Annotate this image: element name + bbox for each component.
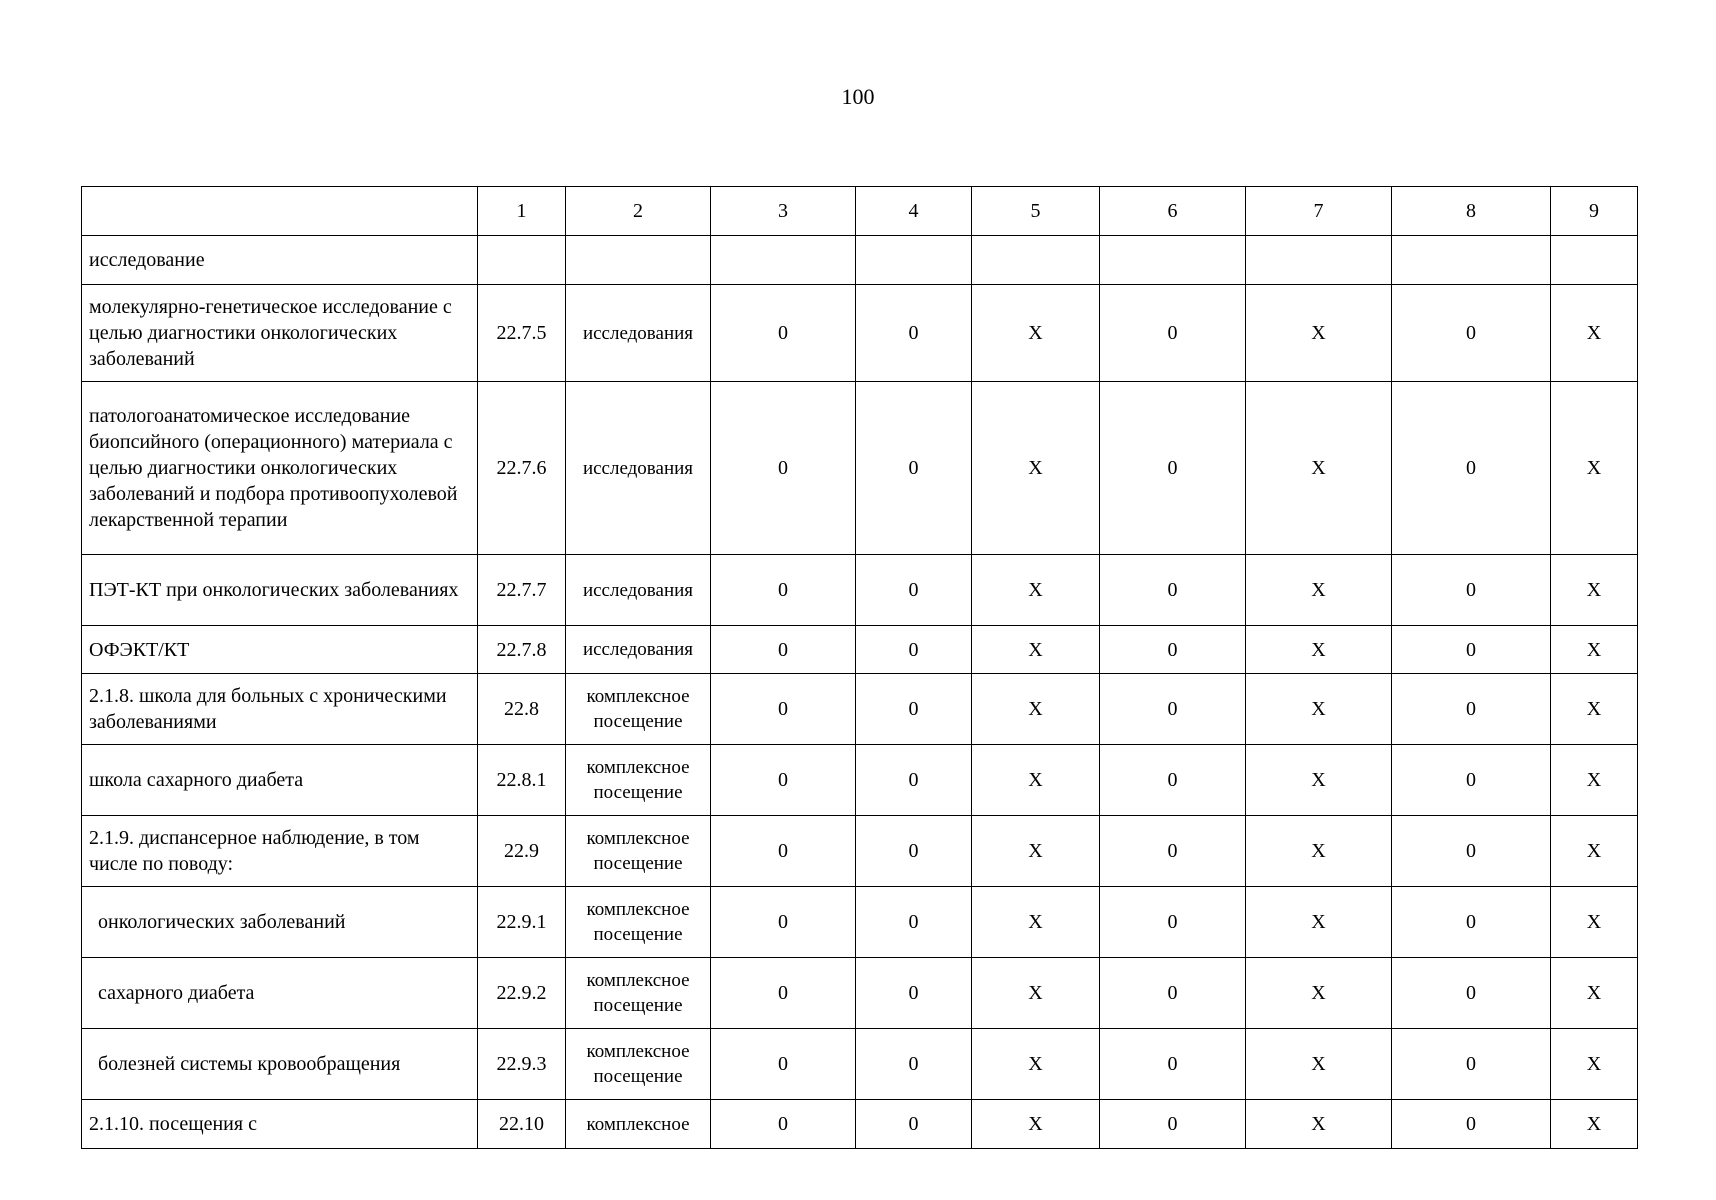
row-value-cell-8: 0 — [1392, 887, 1551, 958]
row-unit-cell: комплексное посещение — [566, 1029, 711, 1100]
row-unit-cell: комплексное — [566, 1100, 711, 1149]
row-code-cell: 22.7.6 — [478, 382, 566, 555]
row-value-cell-5: X — [972, 626, 1100, 674]
row-value-cell-6: 0 — [1100, 285, 1246, 382]
row-value-cell-6: 0 — [1100, 626, 1246, 674]
row-value-cell-8: 0 — [1392, 958, 1551, 1029]
header-cell-2: 2 — [566, 187, 711, 236]
row-value-cell-3: 0 — [711, 1029, 856, 1100]
row-value-cell-4: 0 — [856, 816, 972, 887]
row-value-cell-9: X — [1551, 555, 1638, 626]
row-unit-cell: комплексное посещение — [566, 816, 711, 887]
row-name-cell: сахарного диабета — [82, 958, 478, 1029]
header-cell-8: 8 — [1392, 187, 1551, 236]
row-name-cell: школа сахарного диабета — [82, 745, 478, 816]
table-row — [82, 816, 1638, 887]
row-value-cell-6: 0 — [1100, 1029, 1246, 1100]
row-name-cell: патологоанатомическое исследование биопсийного (операционного) материала с целью диагностики онкологических заболеваний и подбора противоопухолевой лекарственной терапии — [82, 382, 478, 555]
row-value-cell-7: X — [1246, 816, 1392, 887]
row-value-cell-7: X — [1246, 1029, 1392, 1100]
row-value-cell-5: X — [972, 1029, 1100, 1100]
row-unit-cell: исследования — [566, 285, 711, 382]
row-value-cell-6: 0 — [1100, 382, 1246, 555]
row-value-cell-7 — [1246, 236, 1392, 285]
row-value-cell-6: 0 — [1100, 745, 1246, 816]
row-name-cell: онкологических заболеваний — [82, 887, 478, 958]
row-value-cell-8: 0 — [1392, 816, 1551, 887]
row-value-cell-4: 0 — [856, 745, 972, 816]
row-value-cell-7: X — [1246, 887, 1392, 958]
page-number: 100 — [841, 84, 875, 109]
row-value-cell-9: X — [1551, 626, 1638, 674]
header-row — [82, 187, 1638, 236]
row-value-cell-5: X — [972, 382, 1100, 555]
row-value-cell-9: X — [1551, 382, 1638, 555]
table-row — [82, 382, 1638, 555]
row-name-cell: ОФЭКТ/КТ — [82, 626, 478, 674]
row-value-cell-5: X — [972, 958, 1100, 1029]
row-value-cell-7: X — [1246, 626, 1392, 674]
row-unit-cell: исследования — [566, 626, 711, 674]
table-row — [82, 285, 1638, 382]
row-code-cell: 22.9 — [478, 816, 566, 887]
header-cell-0 — [82, 187, 478, 236]
row-value-cell-5: X — [972, 887, 1100, 958]
header-cell-4: 4 — [856, 187, 972, 236]
row-unit-cell: комплексное посещение — [566, 674, 711, 745]
row-value-cell-5: X — [972, 745, 1100, 816]
row-value-cell-4: 0 — [856, 958, 972, 1029]
row-value-cell-6: 0 — [1100, 555, 1246, 626]
row-code-cell: 22.9.3 — [478, 1029, 566, 1100]
row-value-cell-5: X — [972, 555, 1100, 626]
row-value-cell-7: X — [1246, 1100, 1392, 1149]
row-value-cell-3: 0 — [711, 382, 856, 555]
row-value-cell-5 — [972, 236, 1100, 285]
row-value-cell-6: 0 — [1100, 887, 1246, 958]
header-cell-9: 9 — [1551, 187, 1638, 236]
row-value-cell-8: 0 — [1392, 285, 1551, 382]
row-code-cell: 22.10 — [478, 1100, 566, 1149]
row-unit-cell: исследования — [566, 382, 711, 555]
row-value-cell-4: 0 — [856, 1029, 972, 1100]
table-row — [82, 1029, 1638, 1100]
row-code-cell — [478, 236, 566, 285]
row-value-cell-6: 0 — [1100, 816, 1246, 887]
row-code-cell: 22.7.7 — [478, 555, 566, 626]
table-row — [82, 236, 1638, 285]
row-code-cell: 22.9.1 — [478, 887, 566, 958]
row-unit-cell: исследования — [566, 555, 711, 626]
table-row — [82, 555, 1638, 626]
row-name-cell: исследование — [82, 236, 478, 285]
header-cell-3: 3 — [711, 187, 856, 236]
row-value-cell-5: X — [972, 285, 1100, 382]
row-value-cell-8: 0 — [1392, 745, 1551, 816]
row-value-cell-5: X — [972, 1100, 1100, 1149]
row-value-cell-8: 0 — [1392, 626, 1551, 674]
row-name-cell: 2.1.10. посещения с — [82, 1100, 478, 1149]
row-unit-cell: комплексное посещение — [566, 745, 711, 816]
row-value-cell-3: 0 — [711, 555, 856, 626]
row-value-cell-7: X — [1246, 555, 1392, 626]
row-value-cell-3: 0 — [711, 958, 856, 1029]
table-row — [82, 958, 1638, 1029]
row-value-cell-3: 0 — [711, 285, 856, 382]
row-value-cell-3: 0 — [711, 816, 856, 887]
row-value-cell-4: 0 — [856, 626, 972, 674]
row-value-cell-6: 0 — [1100, 1100, 1246, 1149]
row-value-cell-8 — [1392, 236, 1551, 285]
row-value-cell-8: 0 — [1392, 1029, 1551, 1100]
row-value-cell-6 — [1100, 236, 1246, 285]
row-value-cell-8: 0 — [1392, 674, 1551, 745]
row-value-cell-4 — [856, 236, 972, 285]
row-unit-cell — [566, 236, 711, 285]
row-value-cell-6: 0 — [1100, 674, 1246, 745]
row-value-cell-7: X — [1246, 382, 1392, 555]
row-unit-cell: комплексное посещение — [566, 887, 711, 958]
row-value-cell-9: X — [1551, 816, 1638, 887]
table-row — [82, 745, 1638, 816]
table-row — [82, 626, 1638, 674]
header-cell-5: 5 — [972, 187, 1100, 236]
row-value-cell-8: 0 — [1392, 382, 1551, 555]
row-value-cell-5: X — [972, 674, 1100, 745]
row-value-cell-4: 0 — [856, 674, 972, 745]
row-value-cell-3: 0 — [711, 745, 856, 816]
row-value-cell-7: X — [1246, 674, 1392, 745]
row-value-cell-3 — [711, 236, 856, 285]
table-body — [82, 187, 1638, 1149]
row-value-cell-6: 0 — [1100, 958, 1246, 1029]
table-row — [82, 887, 1638, 958]
row-value-cell-7: X — [1246, 285, 1392, 382]
header-cell-7: 7 — [1246, 187, 1392, 236]
row-code-cell: 22.7.5 — [478, 285, 566, 382]
row-code-cell: 22.8 — [478, 674, 566, 745]
row-name-cell: ПЭТ-КТ при онкологических заболеваниях — [82, 555, 478, 626]
row-value-cell-4: 0 — [856, 887, 972, 958]
row-value-cell-9: X — [1551, 1100, 1638, 1149]
row-name-cell: молекулярно-генетическое исследование с целью диагностики онкологических заболеваний — [82, 285, 478, 382]
row-value-cell-4: 0 — [856, 1100, 972, 1149]
row-value-cell-4: 0 — [856, 555, 972, 626]
row-value-cell-4: 0 — [856, 382, 972, 555]
row-value-cell-7: X — [1246, 958, 1392, 1029]
row-code-cell: 22.9.2 — [478, 958, 566, 1029]
row-name-cell: 2.1.9. диспансерное наблюдение, в том числе по поводу: — [82, 816, 478, 887]
row-name-cell: 2.1.8. школа для больных с хроническими заболеваниями — [82, 674, 478, 745]
row-code-cell: 22.8.1 — [478, 745, 566, 816]
row-value-cell-4: 0 — [856, 285, 972, 382]
row-value-cell-8: 0 — [1392, 1100, 1551, 1149]
row-value-cell-8: 0 — [1392, 555, 1551, 626]
row-code-cell: 22.7.8 — [478, 626, 566, 674]
table-row — [82, 1100, 1638, 1149]
row-value-cell-3: 0 — [711, 887, 856, 958]
row-value-cell-3: 0 — [711, 674, 856, 745]
header-cell-1: 1 — [478, 187, 566, 236]
row-value-cell-9: X — [1551, 745, 1638, 816]
row-value-cell-3: 0 — [711, 1100, 856, 1149]
table-row — [82, 674, 1638, 745]
row-name-cell: болезней системы кровообращения — [82, 1029, 478, 1100]
data-table — [81, 186, 1638, 1149]
row-value-cell-9: X — [1551, 958, 1638, 1029]
row-value-cell-9: X — [1551, 285, 1638, 382]
row-value-cell-9 — [1551, 236, 1638, 285]
row-value-cell-3: 0 — [711, 626, 856, 674]
row-value-cell-9: X — [1551, 1029, 1638, 1100]
row-value-cell-9: X — [1551, 887, 1638, 958]
row-unit-cell: комплексное посещение — [566, 958, 711, 1029]
row-value-cell-9: X — [1551, 674, 1638, 745]
row-value-cell-5: X — [972, 816, 1100, 887]
row-value-cell-7: X — [1246, 745, 1392, 816]
header-cell-6: 6 — [1100, 187, 1246, 236]
